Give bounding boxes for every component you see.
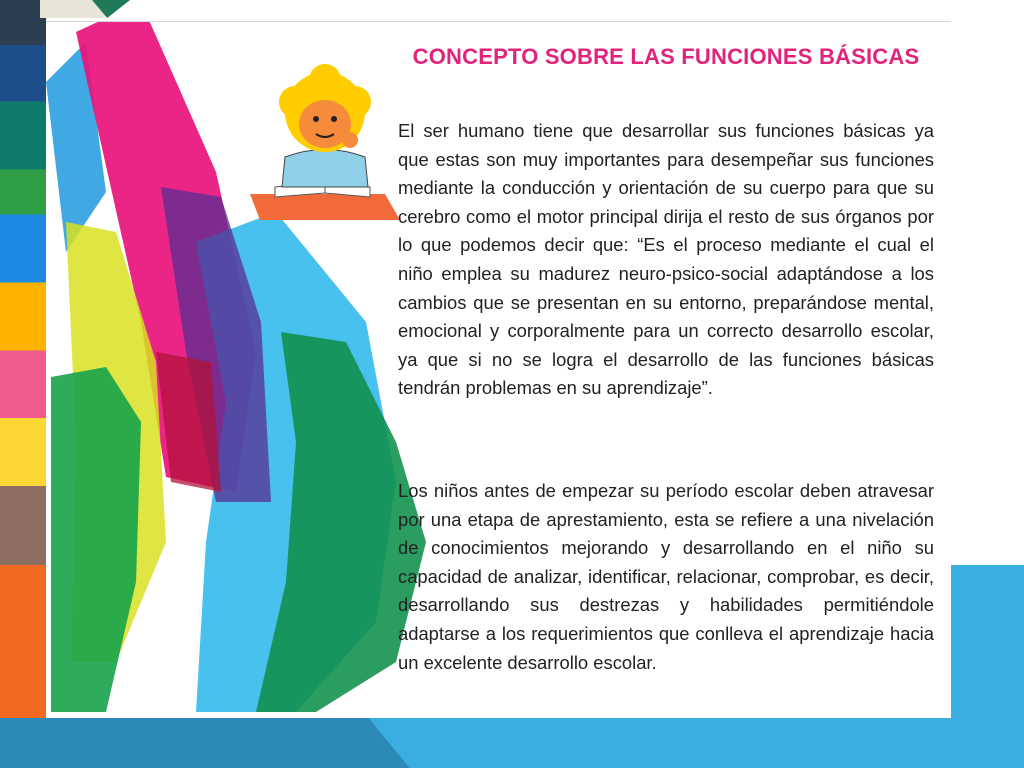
page-title: CONCEPTO SOBRE LAS FUNCIONES BÁSICAS xyxy=(412,44,920,69)
paragraph-aprestamiento: Los niños antes de empezar su período escolar deben atravesar por una etapa de aprestamiento, esta se refiere a una nivelación de conocimientos mejorando y desarrollando en el niño su capacidad de analizar, identificar, relacionar, comprobar, es decir, desarrollando sus destrezas y habilidades permitiéndole adaptarse a los requerimientos que conlleva el aprendizaje hacia un excelente desarrollo escolar. xyxy=(398,480,934,673)
colored-pencils-background xyxy=(0,0,46,565)
slide-orange-block xyxy=(0,565,46,725)
paragraph-concept: El ser humano tiene que desarrollar sus funciones básicas ya que estas son muy importantes para desempeñar sus funciones mediante la conducción y orientación de su cuerpo para que su cerebro como el motor principal dirija el resto de sus órganos por lo que podemos decir que: “Es el proceso mediante el cual el niño emplea su madurez neuro-psico-social adaptándose a los cambios que se presentan en su entorno, preparándose mental, emocional y corporalmente para un correcto desarrollo escolar, ya que si no se logra el desarrollo de las funciones básicas tendrán problemas en su aprendizaje”. xyxy=(398,120,934,399)
child-reading-book-icon xyxy=(250,62,400,232)
art-shape-green-left xyxy=(51,367,141,712)
content-card xyxy=(46,22,951,718)
